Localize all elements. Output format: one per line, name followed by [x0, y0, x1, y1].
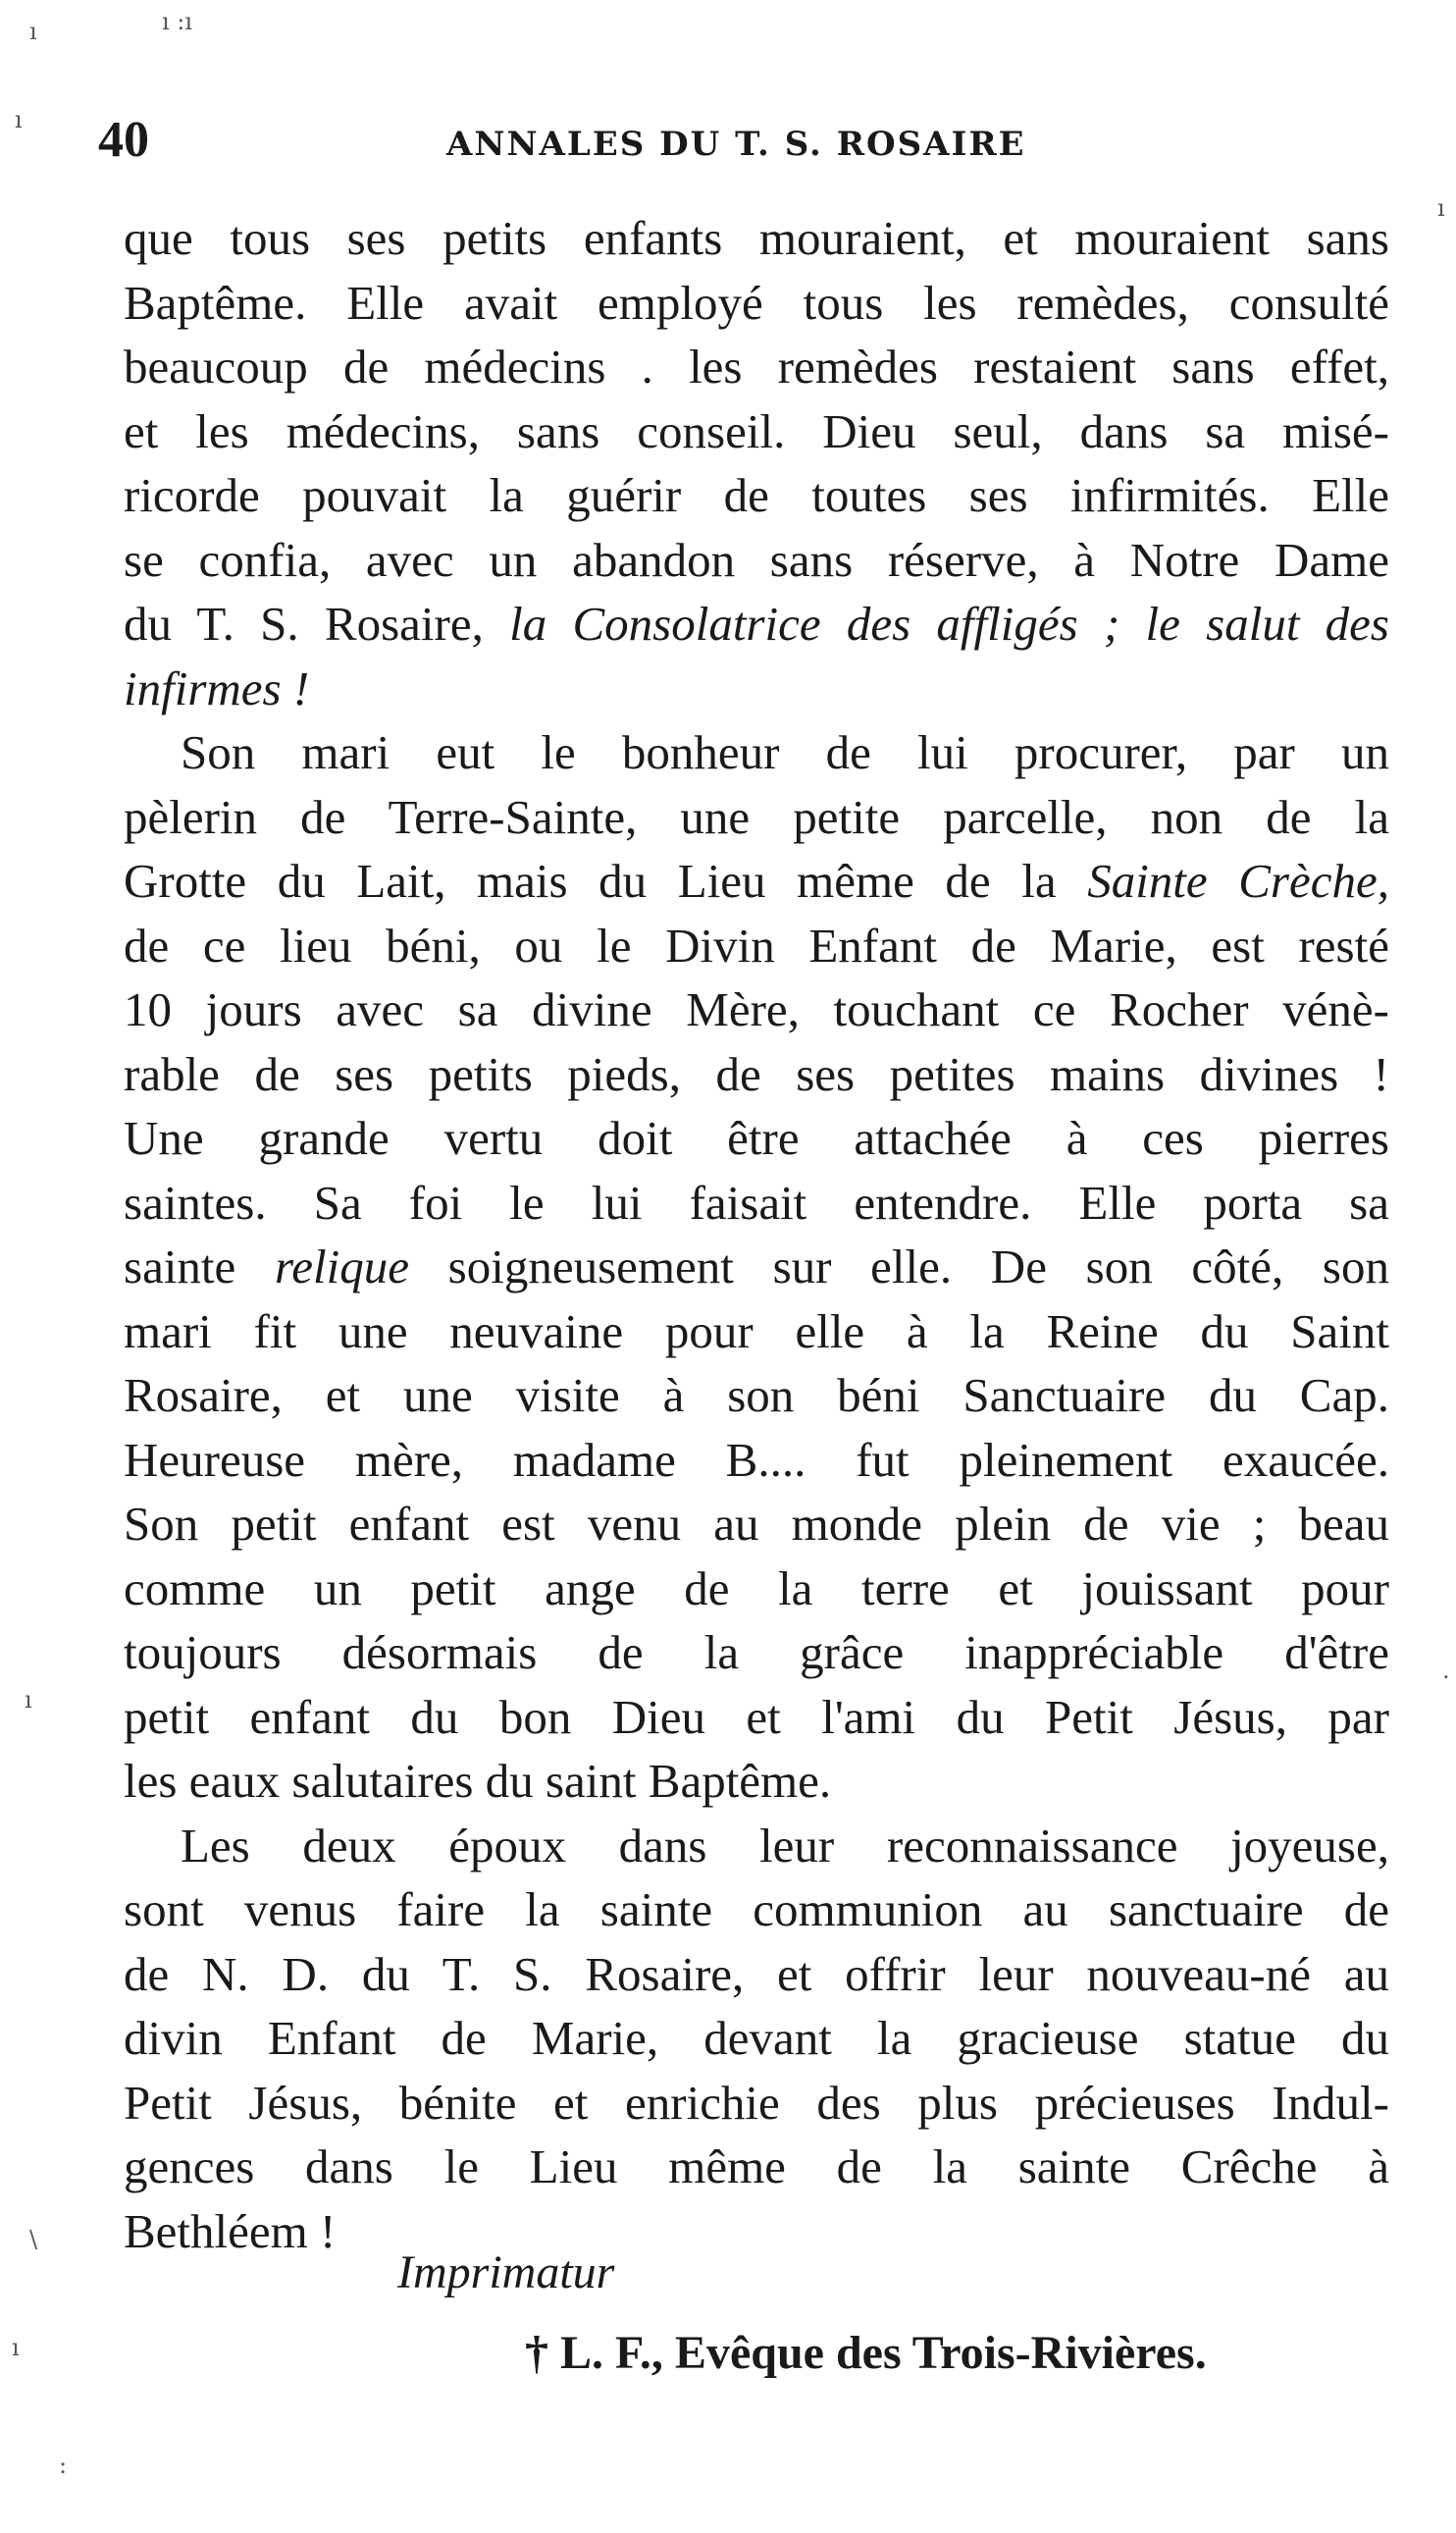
text-line: ricorde pouvait la guérir de toutes ses infirmités. Elle	[124, 468, 1389, 522]
text-line: Les deux époux dans leur reconnaissance joyeuse,	[181, 1818, 1389, 1873]
text-line: Une grande vertu doit être attachée à ces pierres	[124, 1111, 1389, 1165]
text-line: et les médecins, sans conseil. Dieu seul, dans sa misé-	[124, 403, 1389, 458]
margin-speck: ı	[25, 1686, 32, 1714]
imprimatur-label: Imprimatur	[397, 2246, 615, 2298]
text-line: toujours désormais de la grâce inappréciable d'être	[124, 1625, 1389, 1679]
text-line: beaucoup de médecins . les remèdes restaient sans effet,	[124, 340, 1389, 394]
text-line: pèlerin de Terre-Sainte, une petite parcelle, non de la	[124, 789, 1389, 844]
margin-speck: ı	[15, 106, 23, 133]
text-line: les eaux salutaires du saint Baptême.	[124, 1754, 832, 1808]
text-line: Heureuse mère, madame B.... fut pleinement exaucée.	[124, 1432, 1389, 1487]
text-line: Son mari eut le bonheur de lui procurer, par un	[181, 725, 1389, 779]
body-text	[124, 206, 1389, 2263]
text-line: se confia, avec un abandon sans réserve, à Notre Dame	[124, 532, 1389, 587]
text-line: Son petit enfant est venu au monde plein de vie ; beau	[124, 1497, 1389, 1551]
text-line: que tous ses petits enfants mouraient, et mouraient sans	[124, 211, 1389, 265]
italic-phrase: Sainte Crèche,	[1087, 854, 1389, 908]
text-line: Baptême. Elle avait employé tous les remèdes, consulté	[124, 275, 1389, 330]
text-line: mari fit une neuvaine pour elle à la Reine du Saint	[124, 1303, 1389, 1358]
text-line: sainte relique soigneusement sur elle. De son côté, son	[124, 1240, 1389, 1293]
text-line: gences dans le Lieu même de la sainte Crêche à	[124, 2139, 1389, 2193]
margin-speck: \	[29, 2226, 38, 2253]
page-number: 40	[98, 112, 149, 168]
text-line: petit enfant du bon Dieu et l'ami du Petit Jésus, par	[124, 1689, 1389, 1744]
text-line	[124, 657, 1389, 721]
text-line: rable de ses petits pieds, de ses petites mains divines !	[124, 1046, 1389, 1101]
text-line: Bethléem !	[124, 2203, 337, 2258]
text-line: Rosaire, et une visite à son béni Sanctuaire du Cap.	[124, 1368, 1389, 1422]
italic-phrase: infirmes !	[124, 660, 310, 715]
margin-speck: .	[1442, 1657, 1450, 1684]
text-line: du T. S. Rosaire, la Consolatrice des affligés ; le salut des	[124, 597, 1389, 651]
margin-speck: ı	[29, 18, 37, 45]
text-line: saintes. Sa foi le lui faisait entendre. Elle porta sa	[124, 1175, 1389, 1230]
italic-word: relique	[274, 1240, 409, 1293]
page-header	[98, 106, 1393, 175]
text-line: Grotte du Lait, mais du Lieu même de la Sainte Crèche,	[124, 854, 1389, 908]
text-line: de ce lieu béni, ou le Divin Enfant de Marie, est resté	[124, 918, 1389, 973]
text-line: 10 jours avec sa divine Mère, touchant ce Rocher vénè-	[124, 982, 1389, 1036]
running-title: ANNALES DU T. S. ROSAIRE	[446, 125, 1026, 164]
margin-speck: :	[59, 2452, 68, 2479]
margin-speck: ı	[1437, 194, 1445, 222]
italic-phrase: la Consolatrice des affligés ; le salut des	[509, 597, 1389, 651]
text-line: de N. D. du T. S. Rosaire, et offrir leur nouveau-né au	[124, 1946, 1389, 2001]
text-line: comme un petit ange de la terre et jouissant pour	[124, 1560, 1389, 1615]
text-line: divin Enfant de Marie, devant la gracieuse statue du	[124, 2011, 1389, 2065]
margin-speck: ı :ı	[162, 8, 193, 35]
margin-speck: ı	[12, 2334, 20, 2361]
text-line: sont venus faire la sainte communion au sanctuaire de	[124, 1882, 1389, 1936]
text-line: Petit Jésus, bénite et enrichie des plus précieuses Indul-	[124, 2075, 1389, 2130]
bishop-signature: † L. F., Evêque des Trois-Rivières.	[525, 2327, 1207, 2379]
